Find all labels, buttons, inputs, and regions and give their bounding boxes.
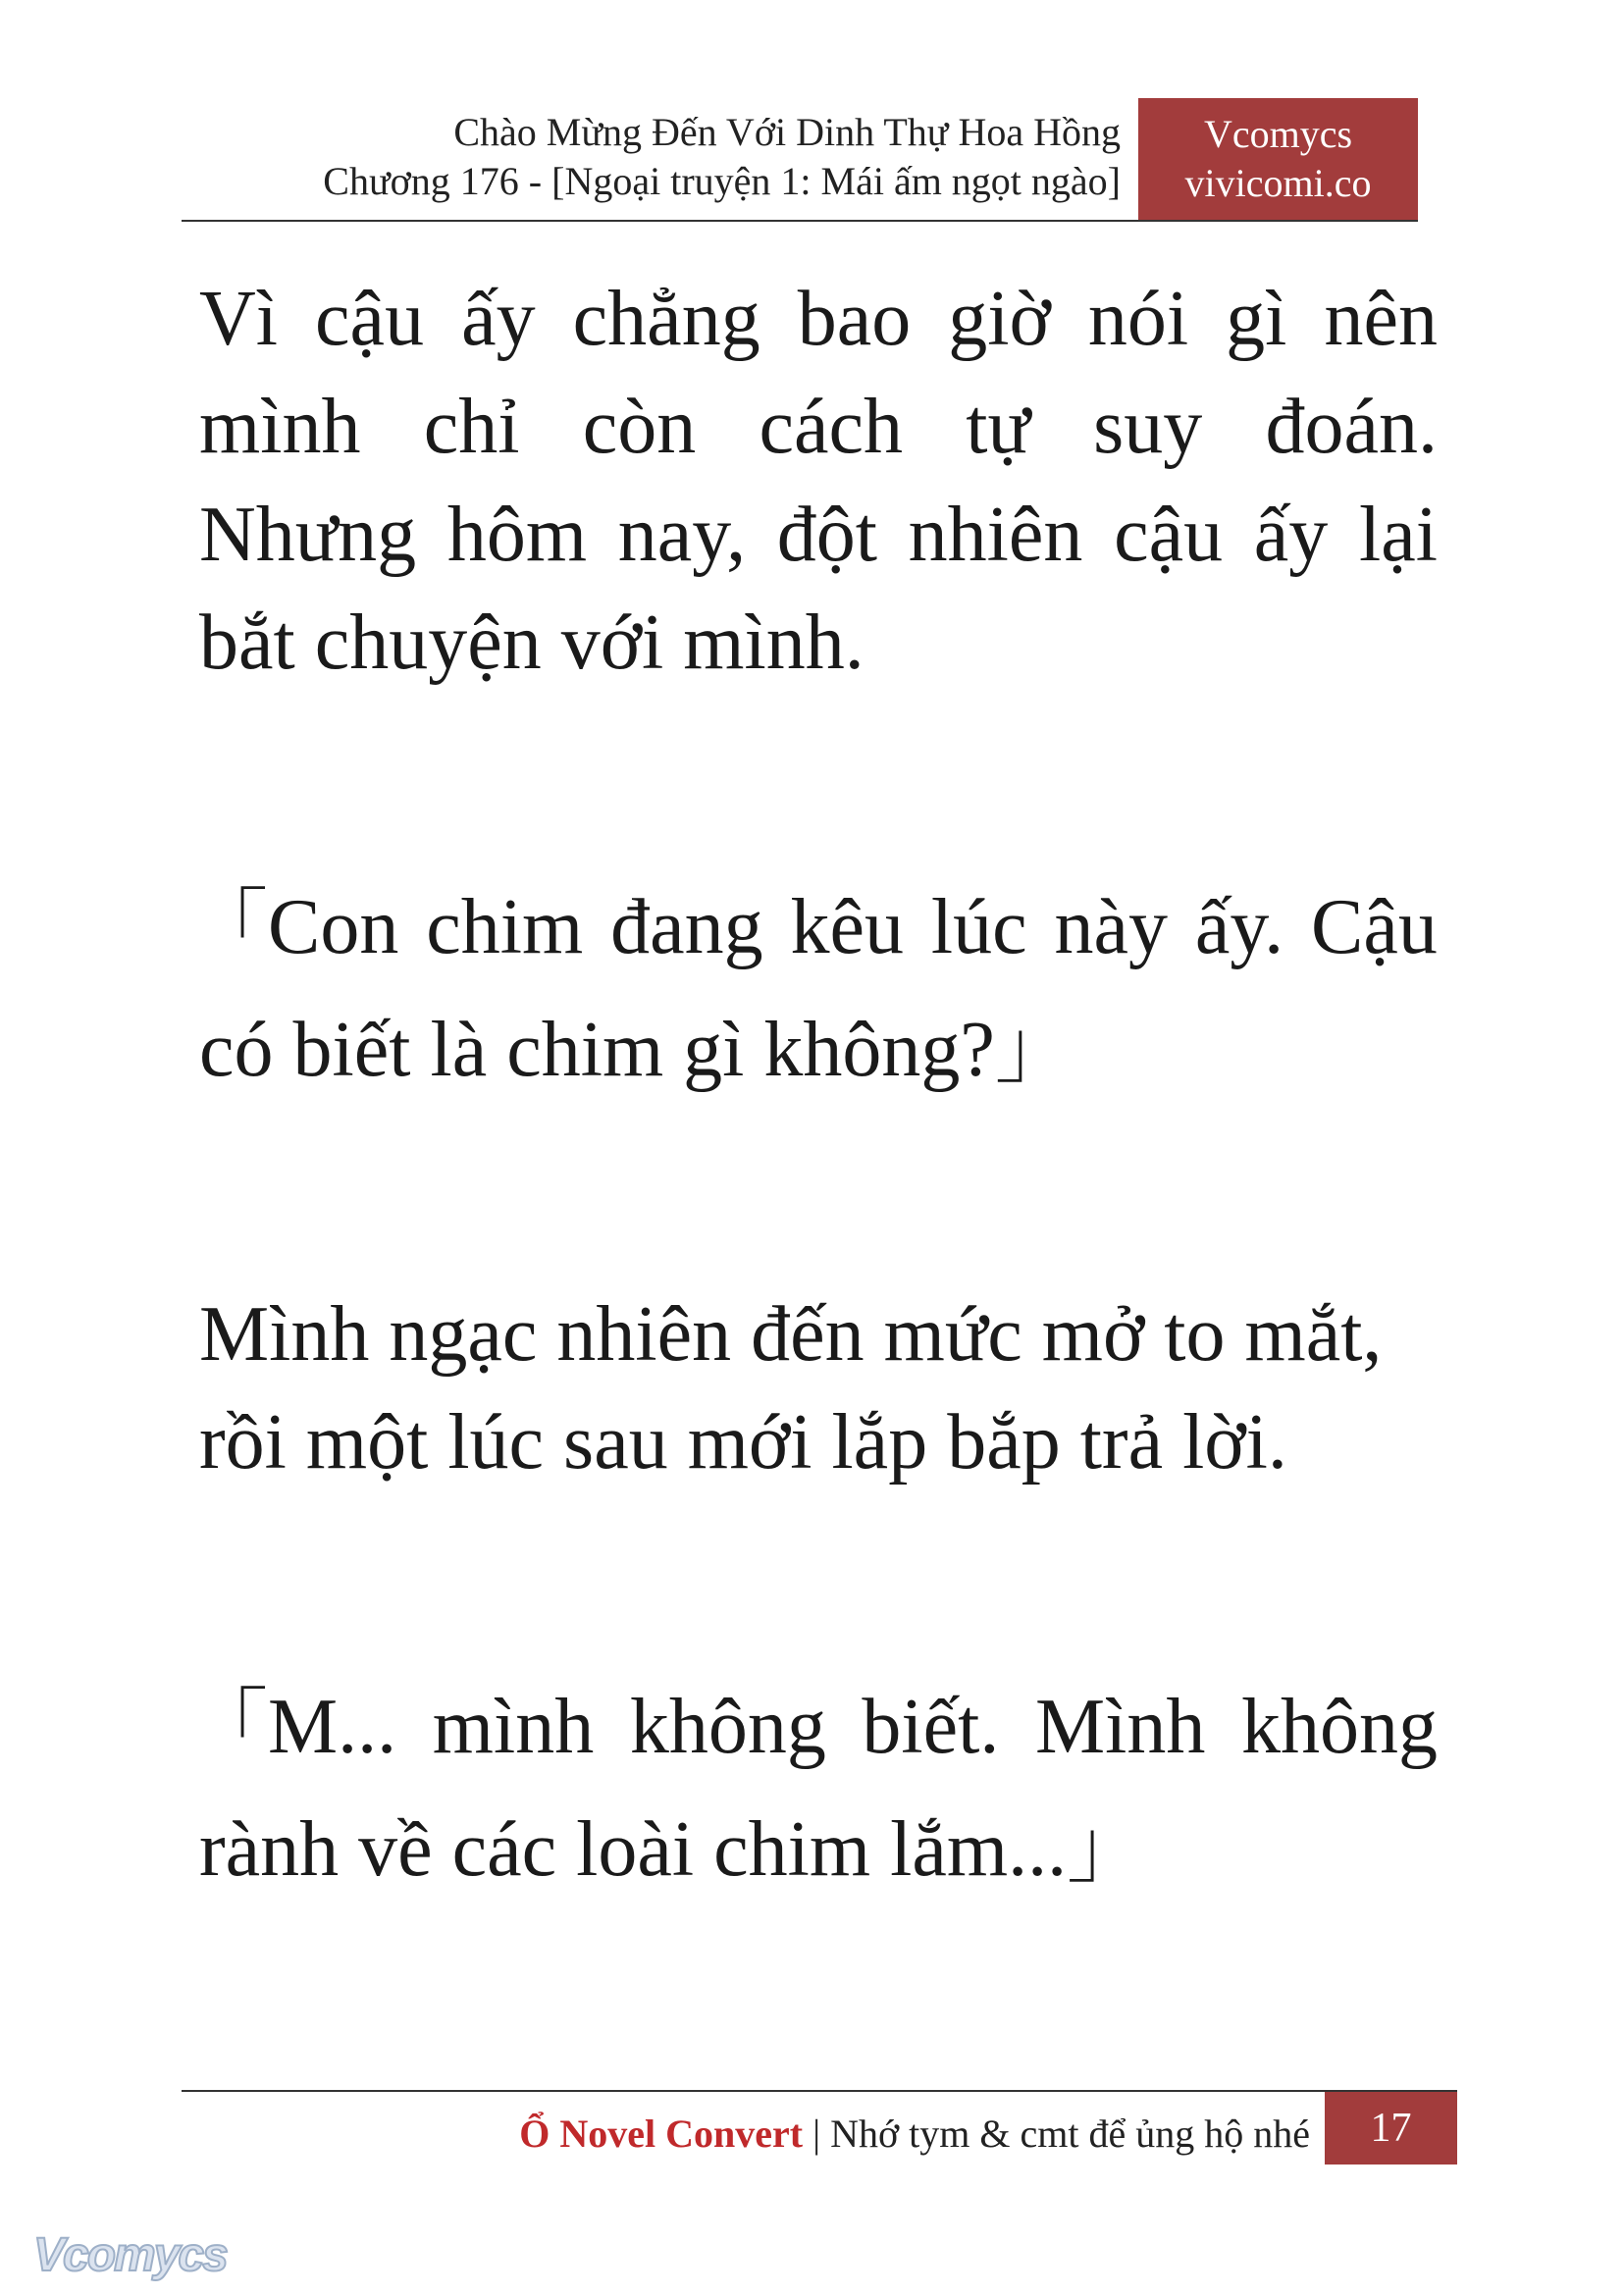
word: mình [199, 384, 361, 470]
paragraph [189, 873, 1445, 1104]
text-line [199, 373, 1438, 481]
word: lại [1359, 492, 1438, 578]
text-line [199, 481, 1438, 589]
word: giờ [948, 276, 1051, 362]
word: không [629, 1684, 826, 1770]
word: lúc [930, 884, 1027, 970]
word: Nhưng [199, 492, 417, 578]
paragraph [199, 1280, 1445, 1496]
word: bao [797, 276, 912, 362]
word: đang [610, 884, 763, 970]
word: ấy. [1194, 884, 1284, 970]
word: đoán. [1265, 384, 1438, 470]
footer-brand: Ổ Novel Convert [519, 2112, 804, 2156]
word: nhiên [908, 492, 1083, 578]
chapter-title: Chương 176 - [Ngoại truyện 1: Mái ấm ngọt ngào] [323, 159, 1121, 203]
word: biết. [862, 1684, 1000, 1770]
word: nên [1324, 276, 1438, 362]
word: mình [432, 1684, 595, 1770]
page-header [182, 98, 1418, 220]
word: Cậu [1311, 884, 1438, 970]
footer-message: Nhớ tym & cmt để ủng hộ nhé [830, 2112, 1310, 2156]
header-text-block [182, 98, 1128, 220]
text-line [189, 873, 1438, 981]
word: 「M... [189, 1684, 397, 1770]
footer-divider [182, 2090, 1457, 2092]
footer-text [519, 2100, 1310, 2168]
word: chỉ [423, 384, 520, 470]
word: đột [776, 492, 877, 578]
word: ấy [461, 276, 536, 362]
word: cậu [315, 276, 425, 362]
word: nay, [617, 492, 747, 578]
text-line: Mình ngạc nhiên đến mức mở to mắt, [199, 1291, 1383, 1378]
word: chẳng [572, 276, 760, 362]
word: 「Con [189, 884, 399, 970]
text-line: bắt chuyện với mình. [199, 600, 864, 686]
paragraph [199, 265, 1445, 697]
book-title: Chào Mừng Đến Với Dinh Thự Hoa Hồng [453, 110, 1121, 154]
word: Mình [1035, 1684, 1206, 1770]
word: gì [1226, 276, 1287, 362]
brand-site: vivicomi.co [1184, 161, 1372, 205]
vcomycs-logo [29, 2225, 245, 2284]
word: suy [1093, 384, 1203, 470]
text-line: có biết là chim gì không?」 [199, 1007, 1074, 1093]
page-footer [182, 2090, 1457, 2168]
word: cậu [1114, 492, 1224, 578]
word: kêu [790, 884, 904, 970]
word: hôm [446, 492, 588, 578]
word: ấy [1253, 492, 1329, 578]
text-line: rồi một lúc sau mới lắp bắp trả lời. [199, 1399, 1287, 1486]
word: còn [582, 384, 697, 470]
word: nói [1087, 276, 1189, 362]
brand-name: Vcomycs [1203, 112, 1353, 156]
word: tự [966, 384, 1030, 470]
word: Vì [199, 276, 278, 362]
text-line [199, 265, 1438, 373]
page-number: 17 [1325, 2092, 1457, 2165]
word: cách [759, 384, 903, 470]
text-line [189, 1673, 1438, 1781]
svg-text:Vcomycs: Vcomycs [33, 2229, 227, 2281]
paragraph [189, 1673, 1445, 1904]
word: này [1054, 884, 1168, 970]
brand-badge [1138, 98, 1418, 220]
text-line: rành về các loài chim lắm...」 [199, 1806, 1146, 1893]
page-content [189, 265, 1445, 1904]
word: chim [426, 884, 584, 970]
word: không [1240, 1684, 1438, 1770]
footer-separator: | [812, 2112, 821, 2156]
header-divider [182, 220, 1418, 222]
